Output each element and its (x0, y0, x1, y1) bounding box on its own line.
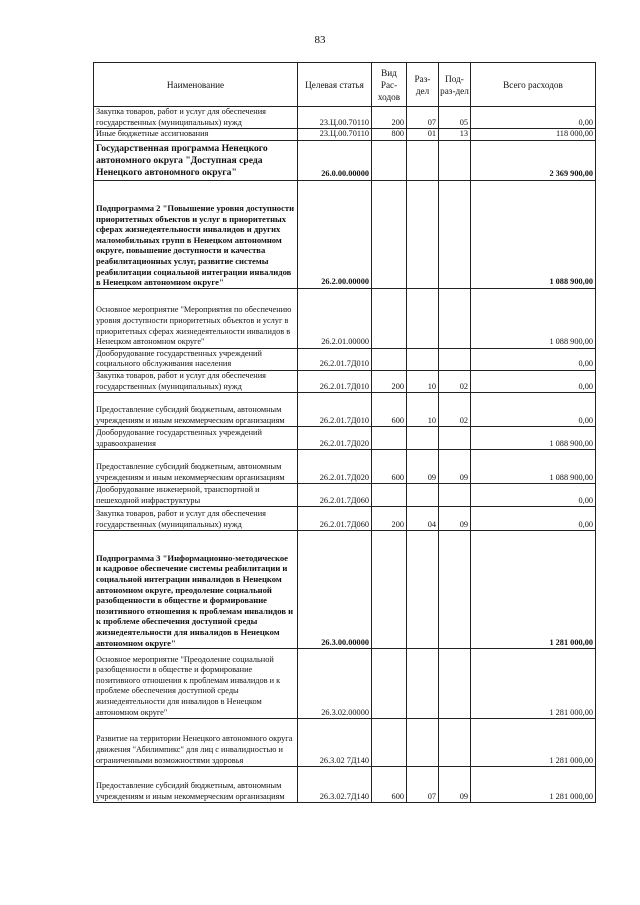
row-name: Предоставление субсидий бюджетным, автономным учреждениям и иным некоммерческим организациям (94, 450, 298, 484)
row-total: 2 369 900,00 (471, 140, 596, 180)
row-vid (372, 484, 407, 507)
row-total: 0,00 (471, 107, 596, 129)
row-razdel: 07 (407, 767, 439, 803)
row-total: 0,00 (471, 484, 596, 507)
header-code: Целевая статья (298, 63, 372, 107)
row-vid: 600 (372, 393, 407, 427)
row-total: 0,00 (471, 393, 596, 427)
row-code: 26.2.01.7Д020 (298, 427, 372, 450)
row-vid (372, 649, 407, 719)
row-name: Иные бюджетные ассигнования (94, 129, 298, 141)
row-code: 26.2.01.7Д060 (298, 484, 372, 507)
row-razdel: 09 (407, 450, 439, 484)
row-total: 1 281 000,00 (471, 719, 596, 767)
row-podrazdel (439, 140, 471, 180)
header-total: Всего расходов (471, 63, 596, 107)
row-vid: 600 (372, 767, 407, 803)
table-row (94, 507, 596, 531)
row-razdel (407, 348, 439, 370)
row-name: Основное мероприятие "Преодоление социальной разобщенности в обществе и формирование позитивного отношения к проблемам инвалидов и к проблеме обеспечения доступной среды жизнедеятельности для инвалидов в Ненецком автономном округе" (94, 649, 298, 719)
row-podrazdel: 13 (439, 129, 471, 141)
row-vid: 200 (372, 370, 407, 392)
row-code: 26.3.00.00000 (298, 531, 372, 649)
row-razdel (407, 649, 439, 719)
table-row (94, 140, 596, 180)
row-vid (372, 531, 407, 649)
row-vid: 600 (372, 450, 407, 484)
row-podrazdel (439, 649, 471, 719)
table-row (94, 450, 596, 484)
row-vid: 200 (372, 107, 407, 129)
row-name: Основное мероприятие "Мероприятия по обеспечению уровня доступности приоритетных объектов и услуг в приоритетных сферах жизнедеятельности инвалидов в Ненецком автономном округе" (94, 288, 298, 348)
row-vid (372, 427, 407, 450)
row-code: 26.2.01.7Д010 (298, 370, 372, 392)
page-number: 83 (314, 34, 326, 46)
row-total: 1 088 900,00 (471, 180, 596, 288)
row-name: Дооборудование государственных учреждений здравоохранения (94, 427, 298, 450)
row-total: 1 088 900,00 (471, 427, 596, 450)
row-vid (372, 140, 407, 180)
row-name: Предоставление субсидий бюджетным, автономным учреждениям и иным некоммерческим организациям (94, 393, 298, 427)
row-name: Государственная программа Ненецкого автономного округа "Доступная среда Ненецкого автономного округа" (94, 140, 298, 180)
row-code: 26.3.02.7Д140 (298, 767, 372, 803)
row-razdel (407, 719, 439, 767)
row-total: 0,00 (471, 348, 596, 370)
budget-table (93, 62, 596, 803)
row-podrazdel: 09 (439, 450, 471, 484)
table-row (94, 288, 596, 348)
row-code: 26.2.00.00000 (298, 180, 372, 288)
row-razdel (407, 180, 439, 288)
row-vid (372, 348, 407, 370)
row-name: Предоставление субсидий бюджетным, автономным учреждениям и иным некоммерческим организациям (94, 767, 298, 803)
row-name: Развитие на территории Ненецкого автономного округа движения "Абилимпикс" для лиц с инвалидностью и ограниченными возможностями здоровья (94, 719, 298, 767)
row-razdel: 04 (407, 507, 439, 531)
row-name: Дооборудование государственных учреждений социального обслуживания населения (94, 348, 298, 370)
row-razdel: 10 (407, 393, 439, 427)
row-podrazdel: 05 (439, 107, 471, 129)
table-header-row (94, 63, 596, 107)
row-code: 26.3.02 7Д140 (298, 719, 372, 767)
row-podrazdel (439, 348, 471, 370)
row-podrazdel (439, 531, 471, 649)
table-row (94, 719, 596, 767)
row-name: Закупка товаров, работ и услуг для обеспечения государственных (муниципальных) нужд (94, 107, 298, 129)
row-vid (372, 180, 407, 288)
row-razdel: 10 (407, 370, 439, 392)
row-razdel (407, 531, 439, 649)
row-vid: 800 (372, 129, 407, 141)
row-vid (372, 719, 407, 767)
row-code: 26.2.01.7Д010 (298, 393, 372, 427)
row-code: 26.2.01.7Д020 (298, 450, 372, 484)
row-razdel (407, 140, 439, 180)
row-code: 26.2.01.7Д010 (298, 348, 372, 370)
header-vid: Вид Рас-ходов (372, 63, 407, 107)
row-podrazdel (439, 719, 471, 767)
row-code: 26.3.02.00000 (298, 649, 372, 719)
row-code: 23.Ц.00.70110 (298, 129, 372, 141)
header-podrazdel: Под-раз-дел (439, 63, 471, 107)
row-code: 26.2.01.7Д060 (298, 507, 372, 531)
table-row (94, 531, 596, 649)
row-name: Закупка товаров, работ и услуг для обеспечения государственных (муниципальных) нужд (94, 507, 298, 531)
row-vid (372, 288, 407, 348)
row-total: 1 281 000,00 (471, 531, 596, 649)
table-row (94, 129, 596, 141)
row-total: 1 088 900,00 (471, 288, 596, 348)
header-name: Наименование (94, 63, 298, 107)
table-row (94, 370, 596, 392)
table-row (94, 427, 596, 450)
row-total: 1 281 000,00 (471, 649, 596, 719)
header-razdel: Раз-дел (407, 63, 439, 107)
table-row (94, 107, 596, 129)
row-podrazdel: 02 (439, 370, 471, 392)
row-code: 26.0.00.00000 (298, 140, 372, 180)
row-podrazdel (439, 288, 471, 348)
table-row (94, 484, 596, 507)
row-podrazdel: 09 (439, 507, 471, 531)
row-podrazdel (439, 427, 471, 450)
row-podrazdel (439, 180, 471, 288)
row-total: 118 000,00 (471, 129, 596, 141)
row-name: Подпрограмма 2 "Повышение уровня доступности приоритетных объектов и услуг в приоритетных сферах жизнедеятельности инвалидов и других маломобильных групп в Ненецком автономном округе, повышение доступности и качества реабилитационных услуг, развитие системы реабилитации социальной интеграции инвалидов в Ненецком автономном округе" (94, 180, 298, 288)
table-row (94, 767, 596, 803)
row-code: 26.2.01.00000 (298, 288, 372, 348)
row-total: 0,00 (471, 507, 596, 531)
row-razdel (407, 288, 439, 348)
row-code: 23.Ц.00.70110 (298, 107, 372, 129)
row-podrazdel (439, 484, 471, 507)
row-vid: 200 (372, 507, 407, 531)
row-total: 1 088 900,00 (471, 450, 596, 484)
row-razdel: 01 (407, 129, 439, 141)
row-total: 1 281 000,00 (471, 767, 596, 803)
row-name: Дооборудование инженерной, транспортной и пешеходной инфраструктуры (94, 484, 298, 507)
row-name: Подпрограмма 3 "Информационно-методическое и кадровое обеспечение системы реабилитации и социальной интеграции инвалидов в Ненецком автономном округе, преодоление социальной разобщенности в обществе и формирование позитивного отношения к проблемам инвалидов и к проблеме обеспечения доступной среды жизнедеятельности для инвалидов в Ненецком автономном округе" (94, 531, 298, 649)
table-row (94, 393, 596, 427)
row-name: Закупка товаров, работ и услуг для обеспечения государственных (муниципальных) нужд (94, 370, 298, 392)
row-podrazdel: 09 (439, 767, 471, 803)
table-row (94, 180, 596, 288)
row-razdel (407, 484, 439, 507)
row-total: 0,00 (471, 370, 596, 392)
row-razdel: 07 (407, 107, 439, 129)
row-podrazdel: 02 (439, 393, 471, 427)
row-razdel (407, 427, 439, 450)
table-row (94, 348, 596, 370)
table-row (94, 649, 596, 719)
